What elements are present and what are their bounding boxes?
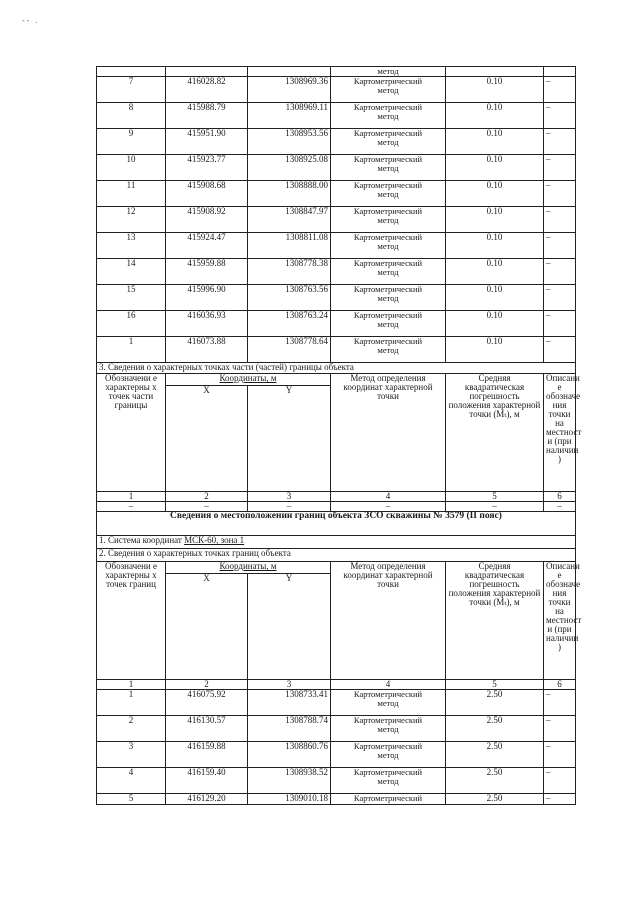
- method-line-1: Картометрический: [353, 128, 423, 138]
- column-index: 2: [166, 680, 248, 690]
- coordinates-table: [96, 66, 582, 805]
- method-line-1: Картометрический: [353, 258, 423, 268]
- point-number: 1: [97, 337, 166, 363]
- point-number: 4: [97, 768, 166, 794]
- table-row: [97, 259, 576, 285]
- point-number: 8: [97, 103, 166, 129]
- method-line-2: метод: [377, 293, 399, 303]
- system-value: МСК-60, зона 1: [184, 535, 245, 545]
- zso-title: Сведения о местоположении границ объекта ЗСО скважины № 3579 (II пояс): [97, 512, 576, 536]
- coord-x: 415988.79: [166, 103, 248, 129]
- method-cell: [331, 77, 446, 103]
- col-method: Метод определения координат характерной точки: [331, 374, 446, 492]
- method-line-1: Картометрический: [353, 232, 423, 242]
- method-cell: [331, 207, 446, 233]
- column-index: 6: [544, 680, 576, 690]
- method-cell: [331, 155, 446, 181]
- method-cell: [331, 337, 446, 363]
- section2-heading: 2. Сведения о характерных точках границ объекта: [97, 549, 576, 562]
- point-number: 2: [97, 716, 166, 742]
- section3-heading: 3. Сведения о характерных точках части (частей) границы объекта: [97, 363, 576, 374]
- method-line-2: метод: [377, 319, 399, 329]
- accuracy: 0.10: [446, 155, 544, 181]
- method-line-2: метод: [377, 724, 399, 734]
- column-index: 2: [166, 492, 248, 502]
- coord-x: 415924.47: [166, 233, 248, 259]
- coord-y: 1308888.00: [248, 181, 331, 207]
- method-line-1: Картометрический: [353, 102, 423, 112]
- description: –: [544, 337, 576, 363]
- description: –: [544, 129, 576, 155]
- continuation-method: метод: [331, 67, 446, 77]
- point-number: 3: [97, 742, 166, 768]
- empty-cell: –: [446, 502, 544, 512]
- coord-x: 415908.68: [166, 181, 248, 207]
- coord-y: 1308847.97: [248, 207, 331, 233]
- table-row: [97, 768, 576, 794]
- table-row: [97, 155, 576, 181]
- coord-x: 415996.90: [166, 285, 248, 311]
- continuation-row: [97, 67, 576, 77]
- accuracy: 2.50: [446, 768, 544, 794]
- point-number: 1: [97, 690, 166, 716]
- coord-y: 1308763.24: [248, 311, 331, 337]
- column-index-row: [97, 680, 576, 690]
- description: –: [544, 207, 576, 233]
- table-row: [97, 233, 576, 259]
- column-index: 5: [446, 492, 544, 502]
- method-line-2: метод: [377, 85, 399, 95]
- accuracy: 0.10: [446, 103, 544, 129]
- table-row: [97, 285, 576, 311]
- coord-y: 1308778.64: [248, 337, 331, 363]
- description: –: [544, 742, 576, 768]
- method-cell: [331, 259, 446, 285]
- point-number: 9: [97, 129, 166, 155]
- col-designation: Обозначени е характерны х точек части границы: [97, 374, 166, 492]
- point-number: 12: [97, 207, 166, 233]
- method-line-2: метод: [377, 698, 399, 708]
- method-cell: [331, 768, 446, 794]
- point-number: 10: [97, 155, 166, 181]
- coord-y: 1308969.11: [248, 103, 331, 129]
- coord-x: 416028.82: [166, 77, 248, 103]
- coord-y: 1308953.56: [248, 129, 331, 155]
- accuracy: 2.50: [446, 742, 544, 768]
- description: –: [544, 103, 576, 129]
- coord-y: 1308763.56: [248, 285, 331, 311]
- method-line-1: Картометрический: [353, 180, 423, 190]
- accuracy: 0.10: [446, 77, 544, 103]
- table-row: [97, 207, 576, 233]
- accuracy: 0.10: [446, 259, 544, 285]
- col-y: Y: [248, 386, 331, 492]
- system-prefix: 1. Система координат: [99, 535, 185, 545]
- coord-y: 1309010.18: [248, 794, 331, 805]
- accuracy: 0.10: [446, 233, 544, 259]
- table-row: [97, 103, 576, 129]
- method-line-1: Картометрический: [353, 76, 423, 86]
- accuracy: 2.50: [446, 690, 544, 716]
- empty-cell: –: [97, 502, 166, 512]
- coord-y: 1308778.38: [248, 259, 331, 285]
- accuracy: 0.10: [446, 129, 544, 155]
- accuracy: 0.10: [446, 285, 544, 311]
- scan-mark: -- .: [22, 16, 40, 25]
- table-row: [97, 337, 576, 363]
- coord-x: 416073.88: [166, 337, 248, 363]
- coord-x: 415959.88: [166, 259, 248, 285]
- description: –: [544, 716, 576, 742]
- point-number: 15: [97, 285, 166, 311]
- column-index: 5: [446, 680, 544, 690]
- method-line-2: метод: [377, 267, 399, 277]
- col-x: X: [166, 574, 248, 680]
- description: –: [544, 311, 576, 337]
- empty-row: [97, 502, 576, 512]
- column-index: 3: [248, 492, 331, 502]
- coord-x: 416036.93: [166, 311, 248, 337]
- table-row: [97, 742, 576, 768]
- coord-y: 1308860.76: [248, 742, 331, 768]
- coord-x: 415908.92: [166, 207, 248, 233]
- col-description: Описани е обозначе ния точки на местност и (при наличии ): [544, 374, 576, 492]
- table-row: [97, 181, 576, 207]
- description: –: [544, 233, 576, 259]
- table-row: [97, 716, 576, 742]
- description: –: [544, 181, 576, 207]
- method-line-2: метод: [377, 750, 399, 760]
- method-line-1: Картометрический: [353, 336, 423, 346]
- description: –: [544, 155, 576, 181]
- method-cell: [331, 129, 446, 155]
- col-method: Метод определения координат характерной точки: [331, 562, 446, 680]
- method-line-1: Картометрический: [353, 154, 423, 164]
- column-index-row: [97, 492, 576, 502]
- col-accuracy: Средняя квадратическая погрешность положения характерной точки (Mₜ), м: [446, 562, 544, 680]
- col-description: Описани е обозначе ния точки на местност и (при наличии ): [544, 562, 576, 680]
- accuracy: 0.10: [446, 337, 544, 363]
- coord-x: 415951.90: [166, 129, 248, 155]
- coord-y: 1308938.52: [248, 768, 331, 794]
- column-index: 4: [331, 680, 446, 690]
- coord-y: 1308733.41: [248, 690, 331, 716]
- method-cell: [331, 690, 446, 716]
- method-line-2: метод: [377, 189, 399, 199]
- coord-y: 1308925.08: [248, 155, 331, 181]
- table-row: [97, 794, 576, 805]
- point-number: 7: [97, 77, 166, 103]
- col-accuracy: Средняя квадратическая погрешность положения характерной точки (Mₜ), м: [446, 374, 544, 492]
- accuracy: 0.10: [446, 181, 544, 207]
- method-line-1: Картометрический: [353, 310, 423, 320]
- accuracy: 2.50: [446, 716, 544, 742]
- method-line-2: метод: [377, 111, 399, 121]
- coord-x: 416159.88: [166, 742, 248, 768]
- coord-x: 416159.40: [166, 768, 248, 794]
- method-cell: [331, 794, 446, 805]
- empty-cell: –: [544, 502, 576, 512]
- method-line-1: Картометрический: [353, 741, 423, 751]
- point-number: 14: [97, 259, 166, 285]
- point-number: 13: [97, 233, 166, 259]
- description: –: [544, 77, 576, 103]
- method-line-1: Картометрический: [353, 284, 423, 294]
- coord-x: 416075.92: [166, 690, 248, 716]
- description: –: [544, 794, 576, 805]
- col-x: X: [166, 386, 248, 492]
- description: –: [544, 768, 576, 794]
- col-designation: Обозначени е характерны х точек границ: [97, 562, 166, 680]
- col-y: Y: [248, 574, 331, 680]
- coord-y: 1308811.08: [248, 233, 331, 259]
- method-cell: [331, 103, 446, 129]
- method-cell: [331, 181, 446, 207]
- method-line-2: метод: [377, 215, 399, 225]
- method-line-2: метод: [377, 241, 399, 251]
- coord-y: 1308788.74: [248, 716, 331, 742]
- empty-cell: –: [331, 502, 446, 512]
- table-row: [97, 77, 576, 103]
- method-line-1: Картометрический: [353, 767, 423, 777]
- column-index: 1: [97, 680, 166, 690]
- header-row: [97, 562, 576, 574]
- method-line-2: метод: [377, 137, 399, 147]
- coord-y: 1308969.36: [248, 77, 331, 103]
- description: –: [544, 690, 576, 716]
- column-index: 1: [97, 492, 166, 502]
- method-line-2: метод: [377, 776, 399, 786]
- method-cell: [331, 285, 446, 311]
- coord-x: 416130.57: [166, 716, 248, 742]
- method-cell: [331, 311, 446, 337]
- method-cell: [331, 716, 446, 742]
- description: –: [544, 259, 576, 285]
- coord-x: 416129.20: [166, 794, 248, 805]
- accuracy: 0.10: [446, 207, 544, 233]
- method-cell: [331, 233, 446, 259]
- table-row: [97, 129, 576, 155]
- column-index: 4: [331, 492, 446, 502]
- point-number: 16: [97, 311, 166, 337]
- table-row: [97, 690, 576, 716]
- header-row: [97, 374, 576, 386]
- column-index: 6: [544, 492, 576, 502]
- method-cell: [331, 742, 446, 768]
- method-line-2: метод: [377, 163, 399, 173]
- col-coordinates: Координаты, м: [166, 374, 331, 386]
- coordinate-system-line: [97, 536, 576, 549]
- accuracy: 0.10: [446, 311, 544, 337]
- table-row: [97, 311, 576, 337]
- method-line-1: Картометрический: [353, 689, 423, 699]
- empty-cell: –: [248, 502, 331, 512]
- empty-cell: –: [166, 502, 248, 512]
- method-line-1: Картометрический: [353, 793, 423, 803]
- column-index: 3: [248, 680, 331, 690]
- coord-x: 415923.77: [166, 155, 248, 181]
- description: –: [544, 285, 576, 311]
- point-number: 11: [97, 181, 166, 207]
- point-number: 5: [97, 794, 166, 805]
- accuracy: 2.50: [446, 794, 544, 805]
- method-line-2: метод: [377, 345, 399, 355]
- col-coordinates: Координаты, м: [166, 562, 331, 574]
- method-line-1: Картометрический: [353, 715, 423, 725]
- method-line-1: Картометрический: [353, 206, 423, 216]
